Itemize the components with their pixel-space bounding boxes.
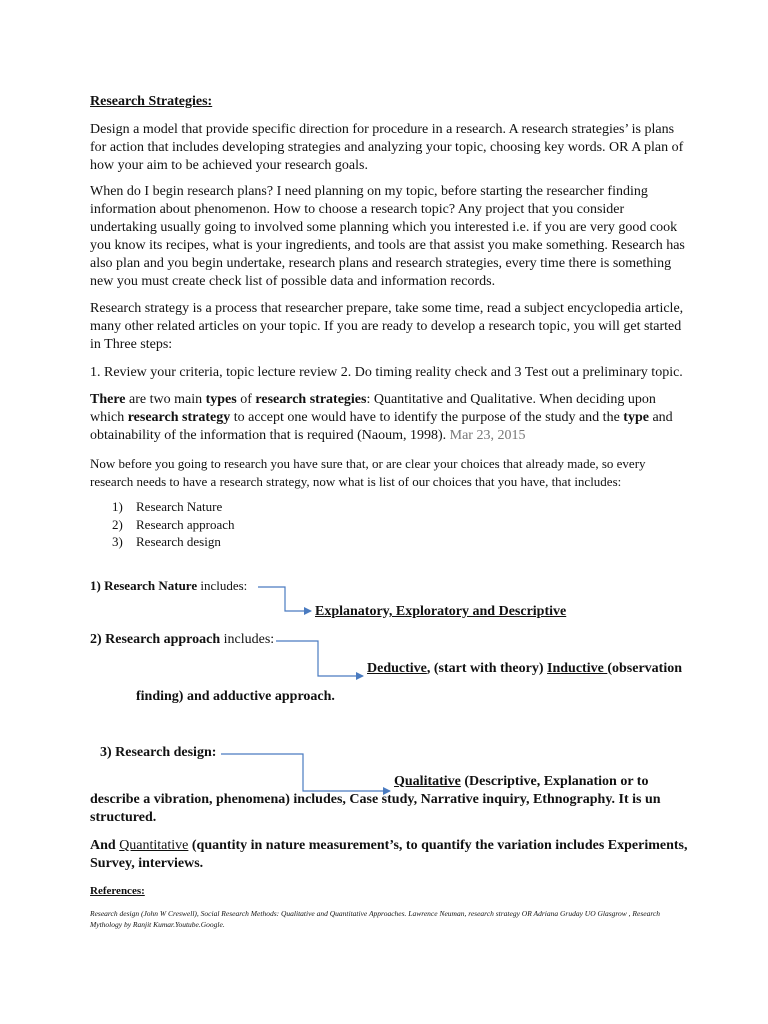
quantitative-text: And	[90, 838, 120, 853]
research-nature-line	[90, 577, 247, 595]
quantitative-paragraph	[90, 837, 690, 873]
inductive-text: Inductive	[547, 661, 608, 676]
approach-text: , (start with theory)	[426, 661, 548, 676]
paragraph-steps: 1. Review your criteria, topic lecture review 2. Do timing reality check and 3 Test out a preliminary topic.	[90, 365, 683, 380]
text-type: type	[623, 410, 649, 425]
approach-target	[367, 660, 682, 678]
list-item	[112, 516, 235, 534]
date-stamp: Mar 23, 2015	[446, 428, 526, 443]
text-fragment: of	[236, 392, 256, 407]
approach-arrow	[276, 641, 363, 676]
approach-label: ) Research approach	[97, 632, 221, 647]
text-research-strategy: research strategy	[127, 410, 231, 425]
text-fragment: and obtainability of the information that is required (Naoum, 1998).	[90, 410, 673, 443]
paragraph-choices: Now before you going to research you have sure that, or are clear your choices that already made, so every research needs to have a research strategy, now what is list of our choices that you have, that includes:	[90, 456, 646, 489]
nature-number: 1	[90, 578, 97, 593]
references-text: Research design (John W Creswell), Social Research Methods: Qualitative and Quantitative Approaches. Lawrence Neuman, research strategy OR Adriana Gruday UO Glasgrow , Research Mythology by Ranjit Kumar.Youtube.Google.	[90, 909, 661, 929]
design-continuation: describe a vibration, phenomena) includes, Case study, Narrative inquiry, Ethnography. It is un structured.	[90, 792, 661, 825]
quantitative-term: Quantitative	[119, 838, 189, 853]
research-design-line: 3) Research design:	[100, 745, 217, 760]
nature-label: ) Research Nature	[96, 578, 198, 593]
list-label: Research design	[136, 534, 221, 549]
research-approach-line	[90, 631, 274, 649]
nature-suffix: includes:	[197, 578, 248, 593]
paragraph-process: Research strategy is a process that researcher prepare, take some time, read a subject encyclopedia article, many other related articles on your topic. If you are ready to develop a research topic, you will get started in Three steps:	[90, 301, 684, 352]
list-item	[112, 533, 235, 551]
text-types: types	[205, 392, 237, 407]
list-label: Research approach	[136, 516, 235, 532]
approach-continuation: finding) and adductive approach.	[136, 689, 335, 704]
paragraph-definition: Design a model that provide specific direction for procedure in a research. A research strategies’ is plans for action that includes developing strategies and analyzing your topic, choosing key words. OR A plan of how your aim to be achieved your research goals.	[90, 122, 684, 173]
design-arrow	[221, 754, 390, 791]
qualitative-text: Qualitative	[394, 774, 461, 789]
list-item	[112, 498, 235, 516]
list-number: 3)	[112, 534, 123, 549]
text-there: There	[90, 392, 126, 407]
quantitative-text: (quantity in nature measurement’s, to quantify the variation includes Experiments, Survey, interviews.	[90, 838, 688, 871]
list-number: 2)	[112, 516, 123, 532]
list-label: Research Nature	[136, 499, 223, 514]
text-fragment: : Quantitative and Qualitative. When deciding upon which	[90, 392, 656, 425]
references-heading: References:	[90, 885, 145, 897]
approach-text: (observation	[607, 661, 682, 676]
nature-target: Explanatory, Exploratory and Descriptive	[315, 604, 567, 619]
text-fragment: are two main	[125, 392, 206, 407]
design-text: (Descriptive, Explanation or to	[460, 774, 649, 789]
choices-list	[112, 498, 235, 551]
list-number: 1)	[112, 499, 123, 514]
design-target	[394, 773, 648, 791]
paragraph-planning: When do I begin research plans? I need planning on my topic, before starting the researcher finding information about phenomenon. How to choose a research topic? Any project that you consider undertaking usually going to involved some planning which you interested i.e. if you are very good cook you know its recipes, what is your ingredients, and tools are that assist you make something. Research has also plan and you begin undertake, research plans and research strategies, every time there is something new you must create check list of possible data and information records.	[90, 184, 685, 289]
paragraph-types	[90, 391, 690, 445]
page-title: Research Strategies:	[90, 94, 213, 109]
approach-number: 2	[90, 632, 97, 647]
nature-arrow	[258, 587, 311, 611]
approach-suffix: includes:	[220, 632, 275, 647]
text-fragment: to accept one would have to identify the purpose of the study and the	[230, 410, 624, 425]
text-research-strategies: research strategies	[255, 392, 367, 407]
deductive-text: Deductive	[367, 661, 427, 676]
